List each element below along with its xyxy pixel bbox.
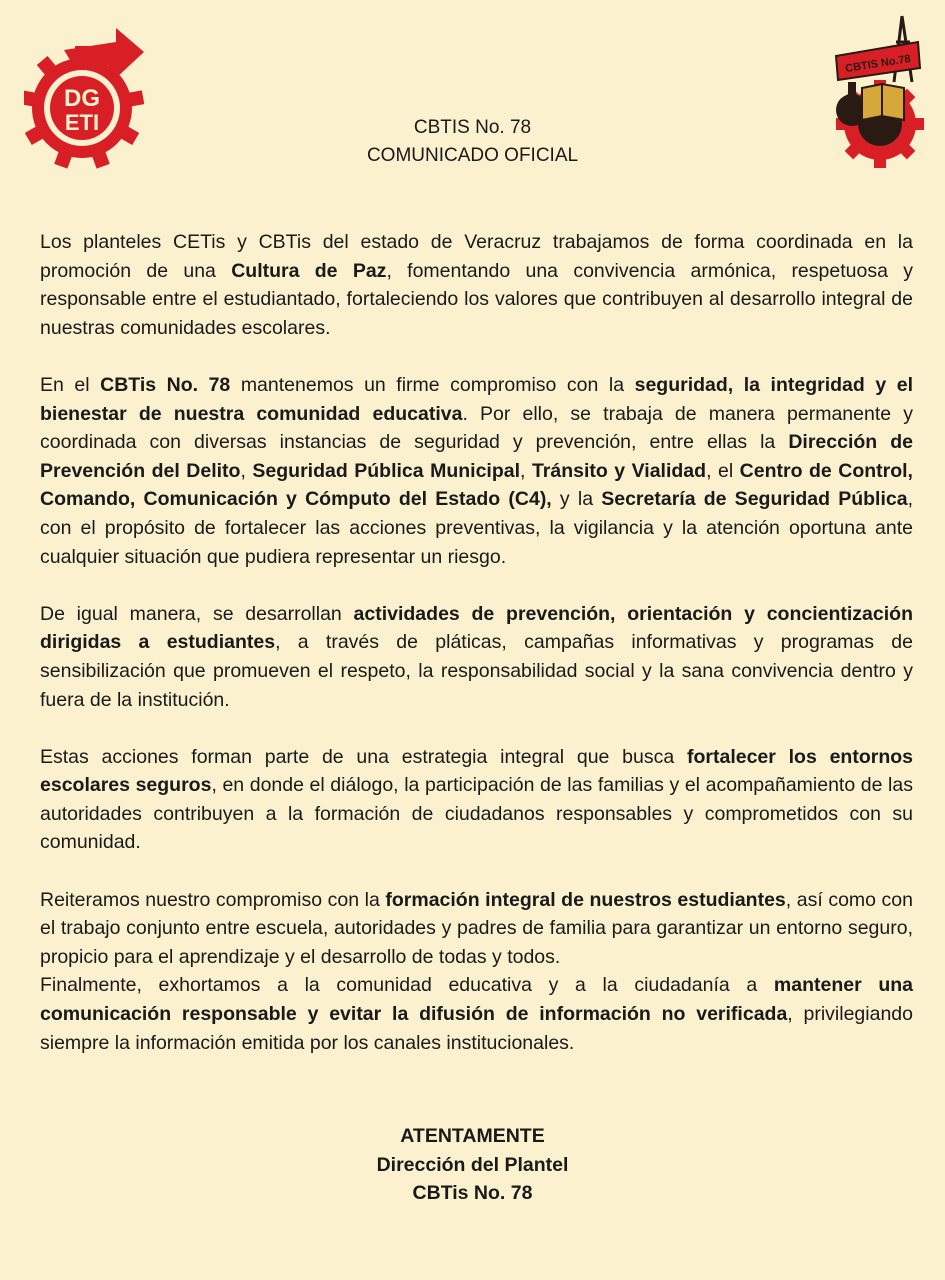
body-paragraph-1	[40, 228, 913, 342]
body-text: , privilegiando siempre la información emitida por los canales institucionales.	[40, 1003, 913, 1054]
body-text: Los planteles CETis y CBTis del estado de Veracruz trabajamos de forma coordinada en la promoción de una	[40, 231, 913, 282]
signoff-block	[0, 1122, 945, 1208]
emphasis-text: formación integral de nuestros estudiantes	[385, 888, 786, 911]
signoff-office: Dirección del Plantel	[376, 1153, 569, 1176]
document-header	[0, 114, 945, 170]
body-text: , a través de pláticas, campañas informativas y programas de sensibilización que promueven el respeto, la responsabilidad social y la sana convivencia dentro y fuera de la institución.	[40, 631, 913, 711]
body-text: mantenemos un firme compromiso con la	[230, 373, 635, 396]
body-text: , con el propósito de fortalecer las acciones preventivas, la vigilancia y la atención oportuna ante cualquier situación que pudiera representar un riesgo.	[40, 488, 913, 568]
signoff-school: CBTis No. 78	[412, 1182, 533, 1204]
body-text: , fomentando una convivencia armónica, respetuosa y responsable entre el estudiantado, fortaleciendo los valores que contribuyen al desarrollo integral de nuestras comunidades escolares.	[40, 259, 913, 339]
emphasis-text: Seguridad Pública Municipal	[252, 459, 521, 482]
body-text: , en donde el diálogo, la participación de las familias y el acompañamiento de las autoridades contribuyen a la formación de ciudadanos responsables y comprometidos con su comunidad.	[40, 774, 913, 854]
header-school: CBTIS No. 78	[413, 117, 532, 138]
body-text: Estas acciones forman parte de una estrategia integral que busca	[40, 745, 687, 768]
body-paragraph-5	[40, 886, 913, 972]
body-text: De igual manera, se desarrollan	[40, 602, 354, 625]
body-text: , así como con el trabajo conjunto entre escuela, autoridades y padres de familia para garantizar un entorno seguro, propicio para el aprendizaje y el desarrollo de todas y todos.	[40, 888, 913, 968]
dgeti-logo-text-top: DG	[64, 85, 100, 112]
cbtis-78-logo-text: CBTIS No.78	[844, 52, 912, 76]
emphasis-text: Tránsito y Vialidad	[531, 459, 707, 482]
body-text: Reiteramos nuestro compromiso con la	[40, 888, 386, 911]
emphasis-text: Dirección de Prevención del Delito	[40, 431, 913, 482]
body-text: ,	[240, 459, 253, 482]
emphasis-text: Centro de Control, Comando, Comunicación y Cómputo del Estado (C4),	[40, 459, 913, 511]
body-text: , el	[706, 459, 740, 482]
emphasis-text: actividades de prevención, orientación y concientización dirigidas a estudiantes	[40, 602, 913, 654]
document-body	[40, 228, 913, 1086]
body-paragraph-6	[40, 971, 913, 1057]
dgeti-logo-text-bottom: ETI	[64, 110, 100, 135]
body-paragraph-3	[40, 600, 913, 714]
body-paragraph-2	[40, 371, 913, 571]
emphasis-text: fortalecer los entornos escolares seguros	[40, 745, 913, 797]
body-text: Finalmente, exhortamos a la comunidad educativa y a la ciudadanía a	[40, 974, 774, 997]
emphasis-text: seguridad, la integridad y el bienestar de nuestra comunidad educativa	[40, 373, 913, 425]
header-title: COMUNICADO OFICIAL	[366, 145, 579, 166]
body-text: y la	[551, 488, 602, 511]
body-text: ,	[520, 459, 532, 482]
emphasis-text: Cultura de Paz	[231, 259, 387, 282]
emphasis-text: CBTis No. 78	[100, 373, 231, 396]
emphasis-text: mantener una comunicación responsable y evitar la difusión de información no verificada	[40, 974, 913, 1026]
body-text: En el	[40, 373, 101, 396]
body-text: . Por ello, se trabaja de manera permanente y coordinada con diversas instancias de seguridad y prevención, entre ellas la	[40, 402, 913, 454]
emphasis-text: Secretaría de Seguridad Pública	[601, 488, 908, 511]
body-paragraph-4	[40, 743, 913, 857]
signoff-closing: ATENTAMENTE	[400, 1125, 545, 1147]
